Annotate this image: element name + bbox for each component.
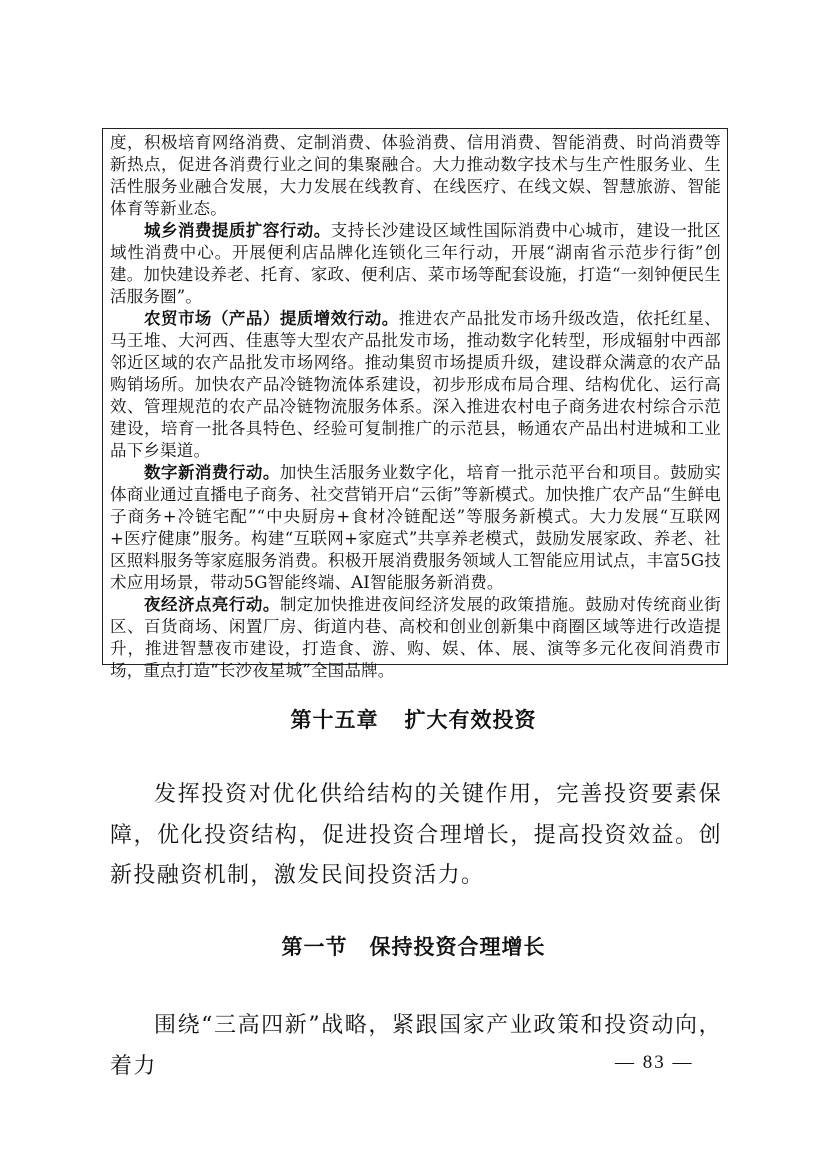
box-paragraph-text: 制定加快推进夜间经济发展的政策措施。鼓励对传统商业街区、百货商场、闲置厂房、街道内巷、高校和创业创新集中商圈区域等进行改造提升，推进智慧夜市建设，打造食、游、购、娱、体、展、演等多元化夜间消费市场，重点打造“长沙夜星城”全国品牌。	[110, 595, 721, 680]
section-title	[0, 931, 827, 961]
section-name: 保持投资合理增长	[369, 934, 546, 959]
box-paragraph-heading: 城乡消费提质扩容行动。	[144, 221, 331, 240]
chapter-number: 第十五章	[290, 708, 379, 732]
box-paragraph-text: 加快生活服务业数字化，培育一批示范平台和项目。鼓励实体商业通过直播电子商务、社交营销开启“云街”等新模式。加快推广农产品“生鲜电子商务+冷链宅配”“中央厨房+食材冷链配送”等服务新模式。大力发展“互联网+医疗健康”服务。构建“互联网+家庭式”共享养老模式，鼓励发展家政、养老、社区照料服务等家庭服务消费。积极开展消费服务领域人工智能应用试点，丰富5G技术应用场景，带动5G智能终端、AI智能服务新消费。	[110, 463, 721, 592]
chapter-intro-paragraph: 发挥投资对优化供给结构的关键作用，完善投资要素保障，优化投资结构，促进投资合理增长，提高投资效益。创新投融资机制，激发民间投资活力。	[110, 782, 722, 888]
section-number: 第一节	[281, 934, 348, 959]
box-paragraph-urban-rural-consumption	[110, 220, 721, 308]
section-intro-paragraph: 围绕“三高四新”战略，紧跟国家产业政策和投资动向，着力	[110, 1013, 722, 1079]
box-paragraph-text: 推进农产品批发市场升级改造，依托红星、马王堆、大河西、佳惠等大型农产品批发市场，推动数字化转型，形成辐射中西部邻近区域的农产品批发市场网络。推动集贸市场提质升级，建设群众满意的农产品购销场所。加快农产品冷链物流体系建设，初步形成布局合理、结构优化、运行高效、管理规范的农产品冷链物流服务体系。深入推进农村电子商务进农村综合示范建设，培育一批各具特色、经验可复制推广的示范县，畅通农产品出村进城和工业品下乡渠道。	[110, 309, 721, 460]
box-paragraph-farmers-market	[110, 308, 721, 462]
text-box-consumption-actions	[102, 128, 728, 680]
box-paragraph-text: 度，积极培育网络消费、定制消费、体验消费、信用消费、智能消费、时尚消费等新热点，促进各消费行业之间的集聚融合。大力推动数字技术与生产性服务业、生活性服务业融合发展，大力发展在线教育、在线医疗、在线文娱、智慧旅游、智能体育等新业态。	[110, 133, 721, 218]
box-paragraph-heading: 数字新消费行动。	[144, 463, 280, 482]
box-paragraph-night-economy	[110, 594, 721, 682]
page-number: — 83 —	[615, 1052, 694, 1073]
box-paragraph-heading: 农贸市场（产品）提质增效行动。	[144, 309, 399, 328]
box-paragraph-continuation	[110, 132, 721, 220]
box-paragraph-heading: 夜经济点亮行动。	[144, 595, 280, 614]
box-paragraph-text: 支持长沙建设区域性国际消费中心城市，建设一批区域性消费中心。开展便利店品牌化连锁化三年行动，开展“湖南省示范步行街”创建。加快建设养老、托育、家政、便利店、菜市场等配套设施，打造“一刻钟便民生活服务圈”。	[110, 221, 721, 306]
box-paragraph-digital-consumption	[110, 462, 721, 594]
chapter-name: 扩大有效投资	[404, 708, 537, 732]
chapter-title	[0, 704, 827, 734]
